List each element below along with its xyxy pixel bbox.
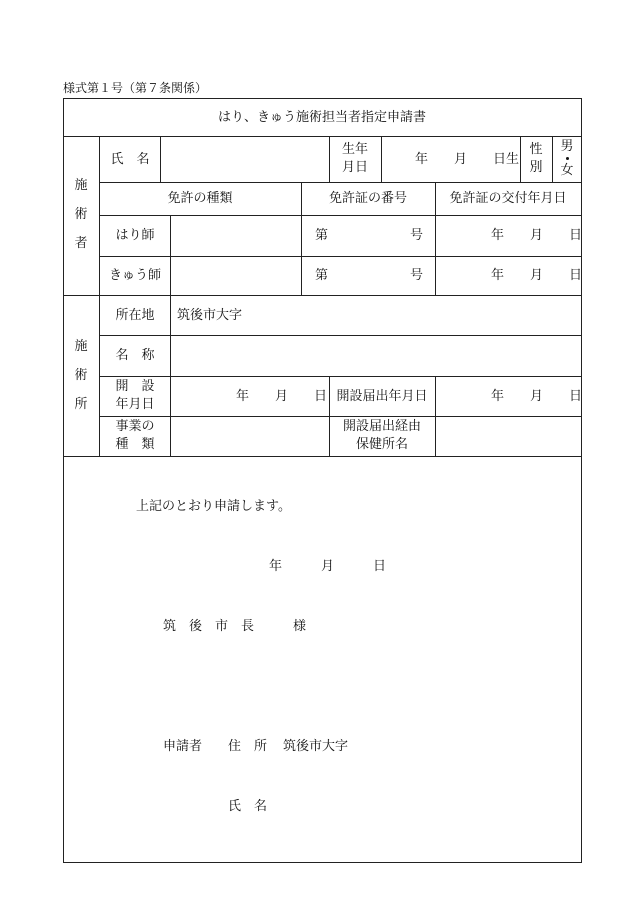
form-title: はり、きゅう施術担当者指定申請書 — [217, 110, 427, 125]
row-line — [99, 215, 581, 216]
declaration-statement: 上記のとおり申請します。 — [136, 499, 291, 514]
row-line — [99, 376, 581, 377]
location-label: 所在地 — [115, 308, 155, 323]
license-date-value: 年 月 日 — [491, 268, 583, 283]
applicant-name-label: 氏 名 — [228, 799, 268, 814]
row-line — [99, 335, 581, 336]
declaration-date: 年 月 日 — [269, 559, 387, 574]
license-date-header: 免許証の交付年月日 — [449, 191, 567, 206]
application-form — [63, 98, 582, 863]
sex-male: 男 — [560, 139, 574, 154]
license-number-go: 号 — [410, 228, 424, 243]
row-line — [99, 182, 581, 183]
row-line — [99, 416, 581, 417]
col-line — [329, 376, 330, 456]
license-type-hari: はり師 — [115, 228, 155, 243]
col-line — [160, 136, 161, 182]
location-value: 筑後市大字 — [177, 308, 243, 323]
form-number: 様式第１号（第７条関係） — [63, 81, 208, 95]
notice-date-value: 年 月 日 — [491, 389, 583, 404]
col-line — [381, 136, 382, 182]
license-type-header: 免許の種類 — [167, 191, 233, 206]
col-line — [435, 376, 436, 456]
business-type-label: 事業の 種 類 — [115, 419, 155, 452]
address-value: 筑後市大字 — [283, 739, 349, 754]
notice-date-label: 開設届出年月日 — [336, 389, 428, 404]
sex-female: 女 — [560, 163, 574, 178]
col-line — [520, 136, 521, 182]
title-divider — [64, 136, 581, 137]
col-line — [435, 182, 436, 295]
practitioner-section-label: 施 術 者 — [74, 178, 88, 251]
birth-date-label: 生年 月日 — [341, 142, 369, 175]
applicant-label: 申請者 — [163, 739, 203, 754]
label-column-line — [99, 136, 100, 456]
addressee: 筑 後 市 長 様 — [163, 619, 307, 634]
col-line — [301, 182, 302, 295]
license-number-dai: 第 — [315, 268, 329, 283]
license-number-go: 号 — [410, 268, 424, 283]
facility-name-label: 名 称 — [115, 348, 155, 363]
col-line — [170, 215, 171, 295]
separator-dot — [566, 157, 569, 160]
license-type-kyu: きゅう師 — [108, 268, 162, 283]
col-line — [170, 295, 171, 456]
opening-date-value: 年 月 日 — [236, 389, 328, 404]
name-label: 氏 名 — [110, 152, 150, 167]
opening-date-label: 開 設 年月日 — [115, 379, 155, 412]
row-line — [99, 256, 581, 257]
birth-date-value: 年 月 日生 — [415, 152, 520, 167]
license-number-dai: 第 — [315, 228, 329, 243]
address-label: 住 所 — [228, 739, 268, 754]
col-line — [329, 136, 330, 182]
col-line — [552, 136, 553, 182]
license-date-value: 年 月 日 — [491, 228, 583, 243]
sex-label: 性 別 — [529, 142, 543, 175]
facility-section-label: 施 術 所 — [74, 339, 88, 412]
section-divider — [64, 456, 581, 457]
license-number-header: 免許証の番号 — [328, 191, 408, 206]
section-divider — [64, 295, 581, 296]
health-center-label: 開設届出経由 保健所名 — [342, 419, 422, 452]
